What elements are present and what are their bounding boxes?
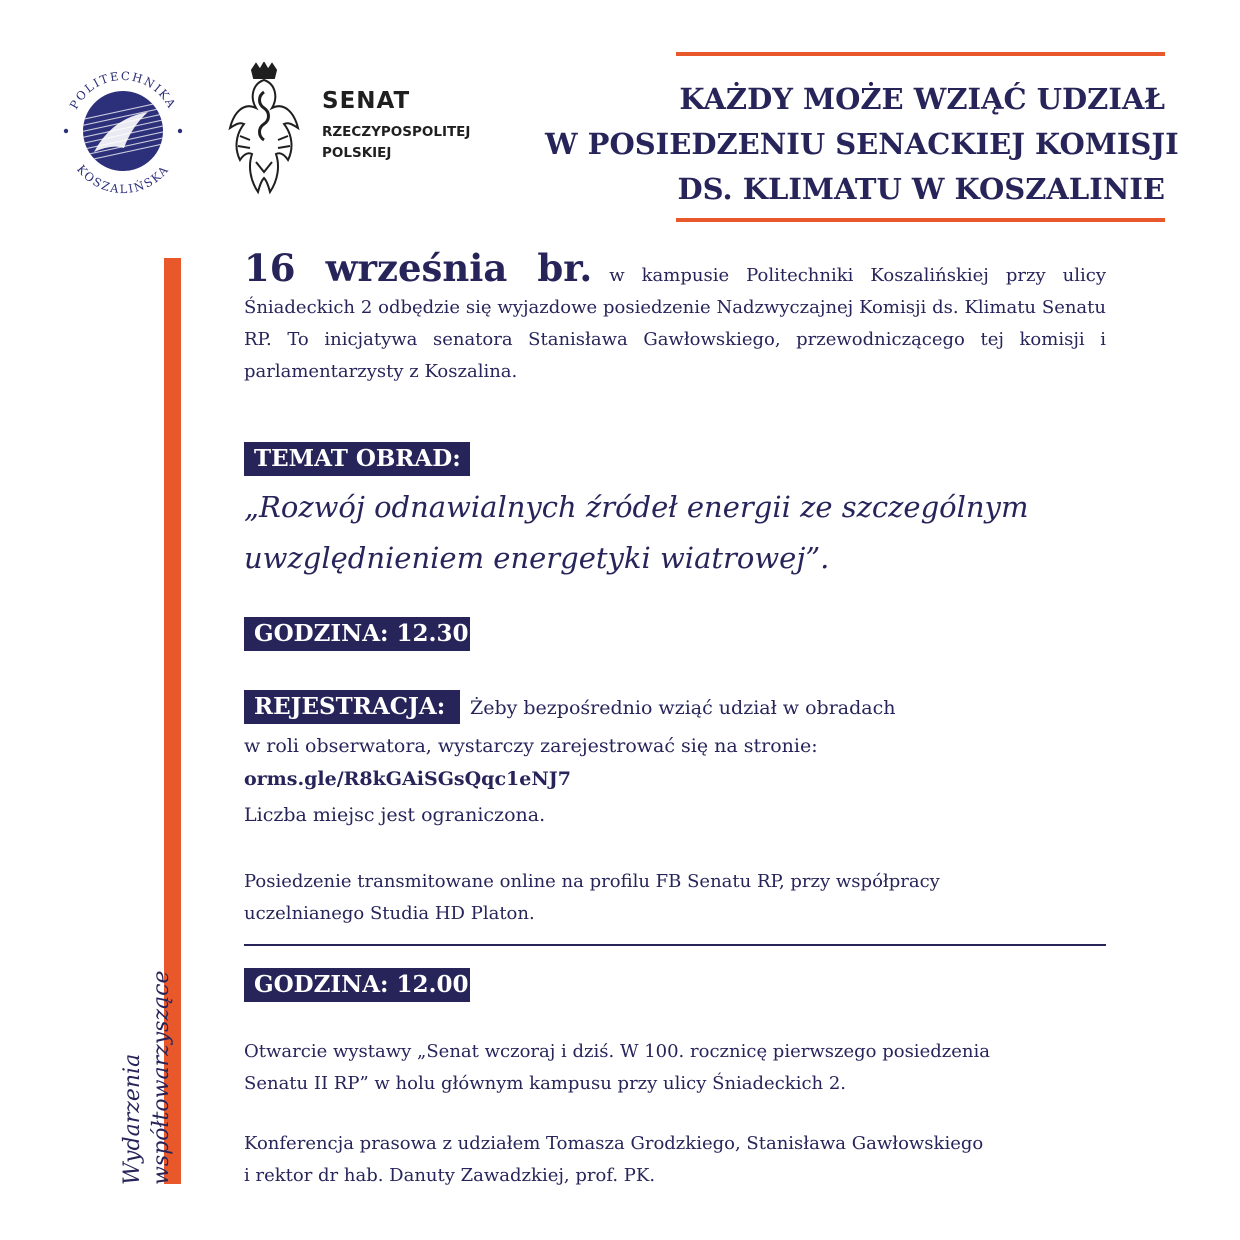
topic-label: TEMAT OBRAD:	[244, 442, 470, 476]
page-title	[545, 77, 1179, 212]
stream-info	[244, 866, 940, 930]
senat-logo-line2: RZECZYPOSPOLITEJ	[322, 124, 471, 140]
senat-logo-text	[322, 88, 470, 164]
senat-logo-line3: POLSKIEJ	[322, 145, 392, 161]
side-caption-line2: współtowarzyszące	[149, 970, 174, 1185]
conference-line1: Konferencja prasowa z udziałem Tomasza Grodzkiego, Stanisława Gawłowskiego	[244, 1133, 984, 1154]
intro-paragraph	[244, 246, 1106, 388]
registration-line1: Żeby bezpośrednio wziąć udział w obradach	[470, 697, 896, 719]
senat-logo-line1: SENAT	[322, 88, 411, 114]
senat-eagle-icon	[226, 62, 302, 200]
exhibition-info	[244, 1036, 990, 1100]
hour-label-1230: GODZINA: 12.30	[244, 617, 470, 651]
exhibition-line2: Senatu II RP” w holu głównym kampusu przy ulicy Śniadeckich 2.	[244, 1073, 847, 1094]
topic-line1: „Rozwój odnawialnych źródeł energii ze szczególnym	[244, 490, 1029, 524]
page-title-line2: W POSIEDZENIU SENACKIEJ KOMISJI	[545, 127, 1179, 161]
topic-line2: uwzględnieniem energetyki wiatrowej”.	[244, 541, 830, 575]
section-divider	[244, 944, 1106, 946]
header-top-rule	[676, 52, 1165, 56]
politechnika-koszalinska-logo	[52, 60, 194, 202]
pk-logo-text-top: POLITECHNIKA	[66, 68, 180, 112]
topic-quote	[244, 482, 1144, 584]
stream-line1: Posiedzenie transmitowane online na profilu FB Senatu RP, przy współpracy	[244, 871, 940, 892]
stream-line2: uczelnianego Studia HD Platon.	[244, 903, 535, 924]
registration-label: REJESTRACJA:	[244, 690, 460, 724]
registration-note: Liczba miejsc jest ograniczona.	[244, 804, 546, 826]
side-caption	[118, 971, 176, 1186]
pk-logo-text-bottom: KOSZALIŃSKA	[74, 162, 172, 197]
hour-label-1200: GODZINA: 12.00	[244, 968, 470, 1002]
page-title-line3: DS. KLIMATU W KOSZALINIE	[677, 172, 1165, 206]
header-bottom-rule	[676, 218, 1165, 222]
event-date: 16 września br.	[244, 246, 593, 290]
side-caption-line1: Wydarzenia	[120, 1053, 145, 1185]
conference-line2: i rektor dr hab. Danuty Zawadzkiej, prof. PK.	[244, 1165, 656, 1186]
page-title-line1: KAŻDY MOŻE WZIĄĆ UDZIAŁ	[679, 82, 1165, 116]
registration-link[interactable]: orms.gle/R8kGAiSGsQqc1eNJ7	[244, 768, 571, 790]
registration-line2: w roli obserwatora, wystarczy zarejestrować się na stronie:	[244, 735, 818, 757]
exhibition-line1: Otwarcie wystawy „Senat wczoraj i dziś. W 100. rocznicę pierwszego posiedzenia	[244, 1041, 990, 1062]
intro-text: w kampusie Politechniki Koszalińskiej przy ulicy Śniadeckich 2 odbędzie się wyjazdowe posiedzenie Nadzwyczajnej Komisji ds. Klimatu Senatu RP. To inicjatywa senatora Stanisława Gawłowskiego, przewodniczącego tej komisji i parlamentarzysty z Koszalina.	[244, 265, 1106, 382]
conference-info	[244, 1128, 983, 1192]
